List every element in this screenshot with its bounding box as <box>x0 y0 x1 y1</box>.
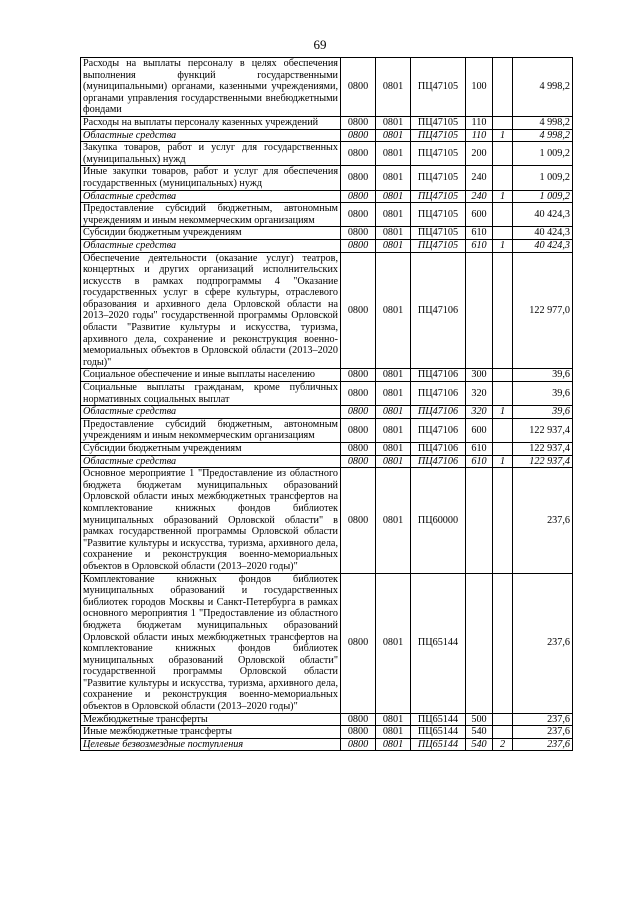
target-article-cell: ПЦ47106 <box>411 369 466 382</box>
funding-source-cell <box>493 382 513 406</box>
section-code-cell: 0800 <box>341 203 376 227</box>
subsection-code-cell: 0801 <box>376 166 411 190</box>
funding-source-cell <box>493 252 513 369</box>
subsection-code-cell: 0801 <box>376 443 411 456</box>
target-article-cell: ПЦ47105 <box>411 227 466 240</box>
expense-type-cell: 300 <box>466 369 493 382</box>
target-article-cell: ПЦ65144 <box>411 713 466 726</box>
target-article-cell: ПЦ47105 <box>411 129 466 142</box>
funding-source-cell: 1 <box>493 129 513 142</box>
row-name-cell: Иные межбюджетные трансферты <box>81 726 341 739</box>
funding-source-cell <box>493 166 513 190</box>
table-row <box>81 406 573 419</box>
target-article-cell: ПЦ47106 <box>411 418 466 442</box>
expense-type-cell <box>466 252 493 369</box>
table-row <box>81 239 573 252</box>
section-code-cell: 0800 <box>341 58 376 117</box>
expense-type-cell: 200 <box>466 142 493 166</box>
funding-source-cell <box>493 713 513 726</box>
table-row <box>81 573 573 713</box>
row-name-cell: Расходы на выплаты персоналу казенных учреждений <box>81 116 341 129</box>
subsection-code-cell: 0801 <box>376 116 411 129</box>
table-row <box>81 116 573 129</box>
target-article-cell: ПЦ47105 <box>411 190 466 203</box>
table-row <box>81 382 573 406</box>
expense-type-cell: 500 <box>466 713 493 726</box>
amount-cell: 39,6 <box>513 382 573 406</box>
amount-cell: 237,6 <box>513 738 573 751</box>
row-name-cell: Комплектование книжных фондов библиотек муниципальных образований и государственных библиотек городов Москвы и Санкт-Петербурга в рамках основного мероприятия 1 "Предоставление из областного бюджета бюджетам муниципальных образований Орловской области иных межбюджетных трансфертов на комплектование книжных фондов библиотек муниципальных образований Орловской области" государственной программы Орловской области "Развитие культуры и искусства, туризма, архивного дела, сохранение и реконструкция военно-мемориальных объектов в Орловской области (2013–2020 годы)" <box>81 573 341 713</box>
target-article-cell: ПЦ47106 <box>411 443 466 456</box>
target-article-cell: ПЦ60000 <box>411 468 466 573</box>
target-article-cell: ПЦ47106 <box>411 455 466 468</box>
funding-source-cell: 1 <box>493 455 513 468</box>
amount-cell: 1 009,2 <box>513 166 573 190</box>
subsection-code-cell: 0801 <box>376 58 411 117</box>
expense-type-cell: 100 <box>466 58 493 117</box>
table-row <box>81 166 573 190</box>
subsection-code-cell: 0801 <box>376 142 411 166</box>
funding-source-cell: 1 <box>493 239 513 252</box>
subsection-code-cell: 0801 <box>376 190 411 203</box>
target-article-cell: ПЦ47105 <box>411 116 466 129</box>
expense-type-cell: 610 <box>466 443 493 456</box>
amount-cell: 39,6 <box>513 369 573 382</box>
expense-type-cell: 540 <box>466 726 493 739</box>
target-article-cell: ПЦ47106 <box>411 382 466 406</box>
row-name-cell: Основное мероприятие 1 "Предоставление из областного бюджета бюджетам муниципальных образований Орловской области иных межбюджетных трансфертов на комплектование книжных фондов библиотек муниципальных образований Орловской области" в рамках государственной программы Орловской области "Развитие культуры и искусства, туризма, архивного дела, сохранение и реконструкция военно-мемориальных объектов в Орловской области (2013–2020 годы)" <box>81 468 341 573</box>
expense-type-cell: 110 <box>466 129 493 142</box>
subsection-code-cell: 0801 <box>376 726 411 739</box>
expense-type-cell: 320 <box>466 406 493 419</box>
expense-type-cell: 600 <box>466 418 493 442</box>
subsection-code-cell: 0801 <box>376 239 411 252</box>
subsection-code-cell: 0801 <box>376 455 411 468</box>
funding-source-cell: 2 <box>493 738 513 751</box>
row-name-cell: Социальные выплаты гражданам, кроме публичных нормативных социальных выплат <box>81 382 341 406</box>
row-name-cell: Закупка товаров, работ и услуг для государственных (муниципальных) нужд <box>81 142 341 166</box>
section-code-cell: 0800 <box>341 738 376 751</box>
amount-cell: 122 977,0 <box>513 252 573 369</box>
table-row <box>81 369 573 382</box>
section-code-cell: 0800 <box>341 142 376 166</box>
section-code-cell: 0800 <box>341 455 376 468</box>
expense-type-cell: 240 <box>466 166 493 190</box>
expense-type-cell <box>466 573 493 713</box>
expense-type-cell: 540 <box>466 738 493 751</box>
subsection-code-cell: 0801 <box>376 406 411 419</box>
subsection-code-cell: 0801 <box>376 129 411 142</box>
subsection-code-cell: 0801 <box>376 382 411 406</box>
funding-source-cell <box>493 116 513 129</box>
table-row <box>81 129 573 142</box>
target-article-cell: ПЦ65144 <box>411 738 466 751</box>
section-code-cell: 0800 <box>341 382 376 406</box>
row-name-cell: Субсидии бюджетным учреждениям <box>81 227 341 240</box>
amount-cell: 1 009,2 <box>513 142 573 166</box>
subsection-code-cell: 0801 <box>376 713 411 726</box>
expense-type-cell <box>466 468 493 573</box>
section-code-cell: 0800 <box>341 468 376 573</box>
amount-cell: 4 998,2 <box>513 58 573 117</box>
target-article-cell: ПЦ65144 <box>411 726 466 739</box>
amount-cell: 122 937,4 <box>513 443 573 456</box>
table-row <box>81 190 573 203</box>
funding-source-cell <box>493 468 513 573</box>
budget-table <box>80 57 573 751</box>
table-row <box>81 418 573 442</box>
row-name-cell: Предоставление субсидий бюджетным, автономным учреждениям и иным некоммерческим организациям <box>81 203 341 227</box>
expense-type-cell: 610 <box>466 227 493 240</box>
row-name-cell: Целевые безвозмездные поступления <box>81 738 341 751</box>
row-name-cell: Социальное обеспечение и иные выплаты населению <box>81 369 341 382</box>
expense-type-cell: 320 <box>466 382 493 406</box>
row-name-cell: Субсидии бюджетным учреждениям <box>81 443 341 456</box>
funding-source-cell <box>493 142 513 166</box>
amount-cell: 40 424,3 <box>513 203 573 227</box>
target-article-cell: ПЦ47105 <box>411 58 466 117</box>
funding-source-cell <box>493 418 513 442</box>
target-article-cell: ПЦ47105 <box>411 142 466 166</box>
section-code-cell: 0800 <box>341 443 376 456</box>
subsection-code-cell: 0801 <box>376 369 411 382</box>
section-code-cell: 0800 <box>341 166 376 190</box>
row-name-cell: Иные закупки товаров, работ и услуг для обеспечения государственных (муниципальных) нужд <box>81 166 341 190</box>
table-row <box>81 713 573 726</box>
row-name-cell: Предоставление субсидий бюджетным, автономным учреждениям и иным некоммерческим организациям <box>81 418 341 442</box>
amount-cell: 40 424,3 <box>513 239 573 252</box>
subsection-code-cell: 0801 <box>376 418 411 442</box>
section-code-cell: 0800 <box>341 726 376 739</box>
table-row <box>81 227 573 240</box>
row-name-cell: Областные средства <box>81 129 341 142</box>
section-code-cell: 0800 <box>341 713 376 726</box>
amount-cell: 39,6 <box>513 406 573 419</box>
table-row <box>81 443 573 456</box>
section-code-cell: 0800 <box>341 573 376 713</box>
funding-source-cell <box>493 203 513 227</box>
row-name-cell: Областные средства <box>81 406 341 419</box>
subsection-code-cell: 0801 <box>376 573 411 713</box>
row-name-cell: Областные средства <box>81 190 341 203</box>
section-code-cell: 0800 <box>341 252 376 369</box>
table-row <box>81 142 573 166</box>
expense-type-cell: 610 <box>466 455 493 468</box>
section-code-cell: 0800 <box>341 406 376 419</box>
target-article-cell: ПЦ47106 <box>411 406 466 419</box>
amount-cell: 122 937,4 <box>513 418 573 442</box>
section-code-cell: 0800 <box>341 369 376 382</box>
expense-type-cell: 240 <box>466 190 493 203</box>
amount-cell: 237,6 <box>513 713 573 726</box>
subsection-code-cell: 0801 <box>376 738 411 751</box>
amount-cell: 1 009,2 <box>513 190 573 203</box>
funding-source-cell <box>493 573 513 713</box>
section-code-cell: 0800 <box>341 190 376 203</box>
funding-source-cell <box>493 443 513 456</box>
target-article-cell: ПЦ47105 <box>411 239 466 252</box>
table-row <box>81 726 573 739</box>
amount-cell: 4 998,2 <box>513 129 573 142</box>
row-name-cell: Обеспечение деятельности (оказание услуг) театров, концертных и других организаций исполнительских искусств в рамках подпрограммы 4 "Оказание государственных услуг в сфере культуры, отраслевого образования и архивного дела Орловской области на 2013–2020 годы" государственной программы Орловской области "Развитие культуры и искусства, туризма, архивного дела, сохранение и реконструкция военно-мемориальных объектов в Орловской области (2013–2020 годы)" <box>81 252 341 369</box>
target-article-cell: ПЦ47105 <box>411 166 466 190</box>
funding-source-cell <box>493 58 513 117</box>
row-name-cell: Областные средства <box>81 239 341 252</box>
amount-cell: 237,6 <box>513 468 573 573</box>
budget-table-body <box>81 58 573 751</box>
expense-type-cell: 610 <box>466 239 493 252</box>
page-number: 69 <box>313 37 327 52</box>
section-code-cell: 0800 <box>341 418 376 442</box>
amount-cell: 122 937,4 <box>513 455 573 468</box>
expense-type-cell: 600 <box>466 203 493 227</box>
table-row <box>81 58 573 117</box>
table-row <box>81 252 573 369</box>
target-article-cell: ПЦ65144 <box>411 573 466 713</box>
target-article-cell: ПЦ47106 <box>411 252 466 369</box>
section-code-cell: 0800 <box>341 129 376 142</box>
expense-type-cell: 110 <box>466 116 493 129</box>
subsection-code-cell: 0801 <box>376 227 411 240</box>
table-row <box>81 203 573 227</box>
row-name-cell: Межбюджетные трансферты <box>81 713 341 726</box>
amount-cell: 237,6 <box>513 573 573 713</box>
section-code-cell: 0800 <box>341 116 376 129</box>
subsection-code-cell: 0801 <box>376 203 411 227</box>
amount-cell: 40 424,3 <box>513 227 573 240</box>
target-article-cell: ПЦ47105 <box>411 203 466 227</box>
section-code-cell: 0800 <box>341 227 376 240</box>
table-row <box>81 738 573 751</box>
funding-source-cell <box>493 369 513 382</box>
funding-source-cell: 1 <box>493 190 513 203</box>
amount-cell: 4 998,2 <box>513 116 573 129</box>
table-row <box>81 455 573 468</box>
table-row <box>81 468 573 573</box>
row-name-cell: Расходы на выплаты персоналу в целях обеспечения выполнения функций государственными (муниципальными) органами, казенными учреждениями, органами управления государственными внебюджетными фондами <box>81 58 341 117</box>
section-code-cell: 0800 <box>341 239 376 252</box>
funding-source-cell <box>493 726 513 739</box>
row-name-cell: Областные средства <box>81 455 341 468</box>
subsection-code-cell: 0801 <box>376 252 411 369</box>
amount-cell: 237,6 <box>513 726 573 739</box>
subsection-code-cell: 0801 <box>376 468 411 573</box>
funding-source-cell <box>493 227 513 240</box>
funding-source-cell: 1 <box>493 406 513 419</box>
